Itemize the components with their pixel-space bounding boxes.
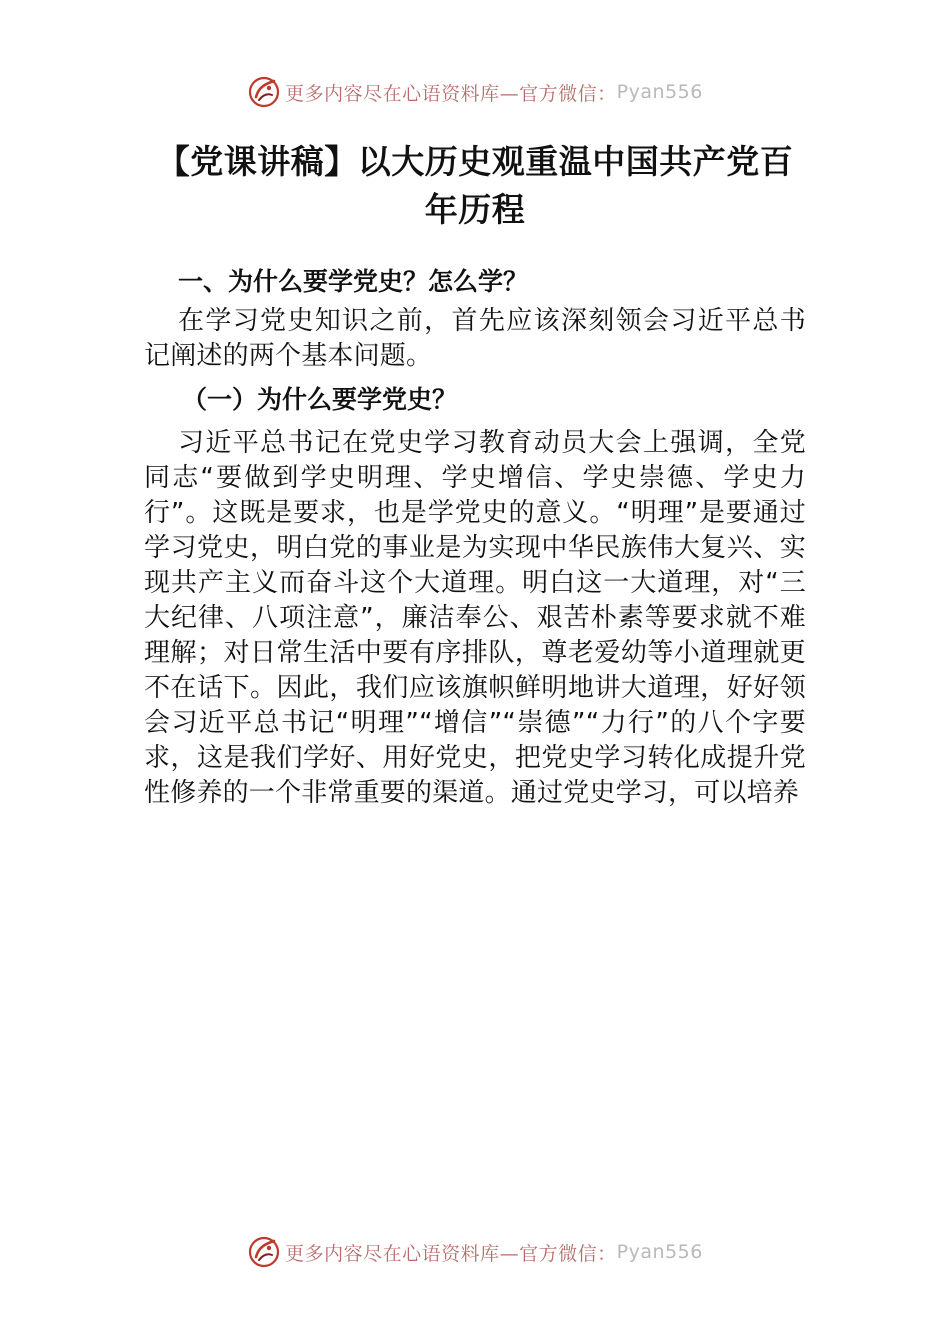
watermark-header: [0, 74, 950, 110]
paragraph-intro: 在学习党史知识之前，首先应该深刻领会习近平总书记阐述的两个基本问题。: [144, 306, 806, 371]
watermark-handle: Pyan556: [616, 1241, 703, 1263]
watermark-text: 更多内容尽在心语资料库—官方微信：: [285, 1242, 617, 1265]
watermark-footer: [0, 1234, 950, 1270]
document-title: 【党课讲稿】以大历史观重温中国共产党百年历程: [156, 142, 794, 229]
section-heading-1: 一、为什么要学党史？怎么学？: [178, 267, 529, 296]
brand-logo-icon: [247, 75, 281, 109]
brand-logo-icon: [247, 1235, 281, 1269]
paragraph-why-study: 习近平总书记在党史学习教育动员大会上强调，全党同志“要做到学史明理、学史增信、学史崇德、学史力行”。这既是要求，也是学党史的意义。“明理”是要通过学习党史，明白党的事业是为实现中华民族伟大复兴、实现共产主义而奋斗这个大道理。明白这一大道理，对“三大纪律、八项注意”，廉洁奉公、艰苦朴素等要求就不难理解；对日常生活中要有序排队，尊老爱幼等小道理就更不在话下。因此，我们应该旗帜鲜明地讲大道理，好好领会习近平总书记“明理”“增信”“崇德”“力行”的八个字要求，这是我们学好、用好党史，把党史学习转化成提升党性修养的一个非常重要的渠道。通过党史学习，可以培养: [144, 428, 806, 808]
watermark-text: 更多内容尽在心语资料库—官方微信：: [285, 82, 617, 105]
subsection-heading-1: （一）为什么要学党史？: [182, 385, 458, 414]
document-body: [144, 138, 806, 811]
watermark-handle: Pyan556: [616, 81, 703, 103]
